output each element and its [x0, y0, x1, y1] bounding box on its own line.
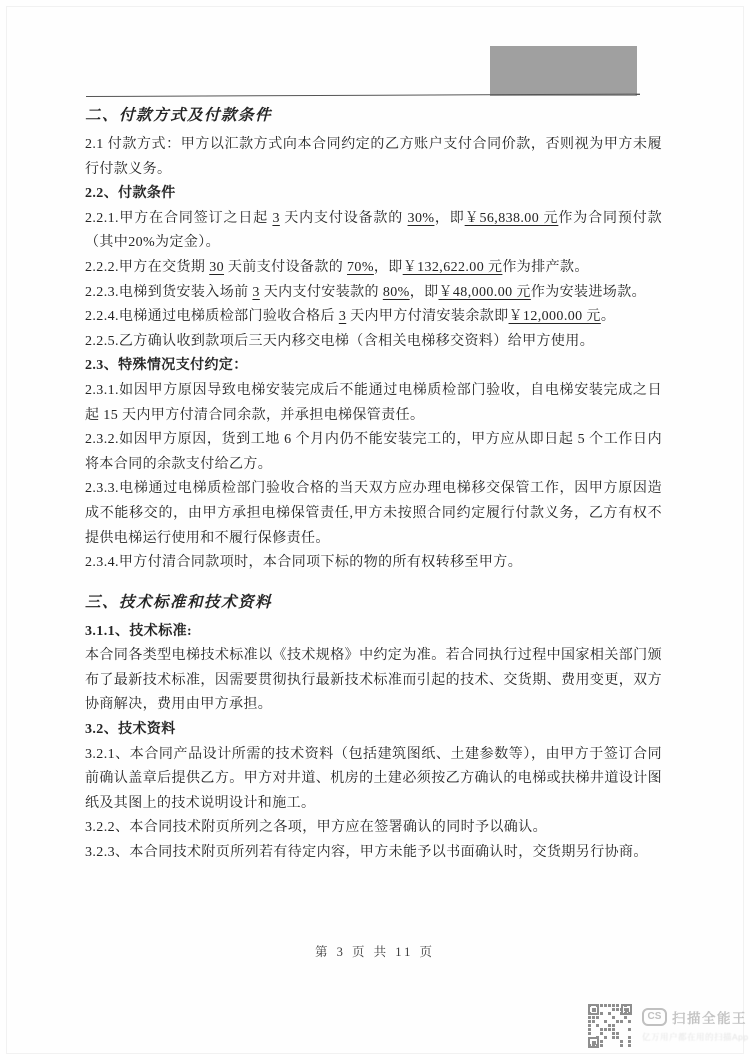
page-number: 第 3 页 共 11 页: [315, 945, 435, 959]
underlined-value: ￥12,000.00 元: [508, 309, 601, 325]
underlined-value: 3: [272, 210, 280, 226]
clause-text: 作为合同预付款（其中20%为定金）。: [85, 210, 662, 251]
clause-text: 作为安装进场款。: [530, 284, 647, 300]
contract-clause: [85, 816, 662, 841]
contract-clause: [85, 743, 662, 817]
contract-clause: [85, 330, 662, 355]
clause-text: 2.3.4.甲方付清合同款项时，本合同项下标的物的所有权转移至甲方。: [85, 555, 523, 571]
clause-text: 天内支付设备款的: [279, 210, 408, 226]
qr-code-icon: [588, 1004, 633, 1049]
clause-text: 天内支付安装款的: [259, 284, 383, 300]
contract-clause: [85, 620, 662, 645]
underlined-value: ￥132,622.00 元: [402, 259, 503, 275]
clause-text: 2.2.5.乙方确认收到款项后三天内移交电梯（含相关电梯移交资料）给甲方使用。: [85, 333, 595, 349]
camscanner-logo-icon: CS: [642, 1008, 667, 1026]
underlined-value: 3: [252, 284, 260, 300]
clause-text: ，即: [373, 259, 403, 275]
contract-clause: [85, 551, 662, 576]
clause-text: 2.2.4.电梯通过电梯质检部门验收合格后: [85, 309, 339, 325]
clause-text: 2.3.2.如因甲方原因，货到工地 6 个月内仍不能安装完工的，甲方应从即日起 5 个工作日内将本合同的余款支付给乙方。: [85, 432, 662, 472]
redacted-region: [490, 46, 637, 96]
underlined-value: 70%: [347, 259, 374, 275]
clause-text: 3.2.2、本合同技术附页所列之各项，甲方应在签署确认的同时予以确认。: [85, 820, 547, 836]
contract-clause: [85, 354, 662, 379]
clause-text: 2.2.2.甲方在交货期: [85, 259, 210, 275]
clause-text: 2.3.1.如因甲方原因导致电梯安装完成后不能通过电梯质检部门验收，自电梯安装完成之日起 15 天内甲方付清合同余款，并承担电梯保管责任。: [85, 382, 662, 423]
clause-text: ，即: [434, 210, 465, 226]
watermark-text-block: [642, 1004, 749, 1043]
clause-text: 本合同各类型电梯技术标准以《技术规格》中约定为准。若合同执行过程中国家相关部门颁布了最新技术标准，因需要贯彻执行最新技术标准而引起的技术、交货期、费用变更，双方协商解决，费用由甲方承担。: [85, 648, 662, 713]
contract-clause: [85, 379, 662, 428]
clause-text: 2.2.3.电梯到货安装入场前: [85, 284, 253, 300]
camscanner-watermark: [588, 1004, 749, 1049]
clause-text: 2.3.3.电梯通过电梯质检部门验收合格的当天双方应办理电梯移交保管工作，因甲方原因造成不能移交的，由甲方承担电梯保管责任,甲方未按照合同约定履行付款义务，乙方有权不提供电梯运行使用和不履行保修责任。: [85, 481, 662, 546]
section-heading: 二、付款方式及付款条件: [85, 107, 273, 124]
contract-clause: [85, 841, 662, 866]
clause-text: 天内甲方付清安装余款即: [346, 309, 509, 325]
clause-text: 天前支付设备款的: [224, 259, 348, 275]
clause-text: 3.2.1、本合同产品设计所需的技术资料（包括建筑图纸、土建参数等），由甲方于签订合同前确认盖章后提供乙方。甲方对井道、机房的土建必须按乙方确认的电梯或扶梯井道设计图纸及其图上的技术说明设计和施工。: [85, 746, 662, 811]
clause-text: ，即: [409, 284, 439, 300]
contract-clause: [85, 256, 662, 281]
clause-text: 2.2、付款条件: [85, 186, 176, 202]
underlined-value: 3: [338, 309, 347, 325]
contract-clause: [85, 428, 662, 477]
contract-body: [85, 102, 662, 866]
clause-text: 3.2.3、本合同技术附页所列若有待定内容，甲方未能予以书面确认时，交货期另行协商。: [85, 845, 648, 861]
contract-clause: [85, 207, 662, 256]
section-heading: 三、技术标准和技术资料: [85, 593, 273, 611]
clause-text: 作为排产款。: [502, 259, 589, 275]
clause-text: 2.1 付款方式：甲方以汇款方式向本合同约定的乙方账户支付合同价款，否则视为甲方未履行付款义务。: [85, 137, 662, 177]
underlined-value: 80%: [382, 284, 410, 300]
underlined-value: 30: [209, 259, 225, 275]
contract-clause: [85, 182, 662, 207]
clause-text: 。: [600, 309, 616, 325]
underlined-value: 30%: [407, 210, 435, 226]
contract-clause: [85, 133, 662, 182]
underlined-value: ￥48,000.00 元: [438, 284, 531, 300]
contract-clause: [85, 281, 662, 306]
contract-clause: [85, 644, 662, 718]
contract-clause: [85, 477, 662, 551]
watermark-title: 扫描全能王: [672, 1011, 747, 1026]
clause-text: 2.3、特殊情况支付约定：: [85, 358, 248, 374]
clause-text: 3.1.1、技术标准:: [85, 623, 193, 639]
contract-clause: [85, 305, 662, 330]
watermark-subtitle: 亿万用户都在用的扫描App: [642, 1032, 749, 1042]
clause-text: 3.2、技术资料: [85, 722, 176, 738]
clause-text: 2.2.1.甲方在合同签订之日起: [85, 210, 273, 226]
underlined-value: ￥56,838.00 元: [464, 210, 559, 226]
contract-clause: [85, 718, 662, 743]
